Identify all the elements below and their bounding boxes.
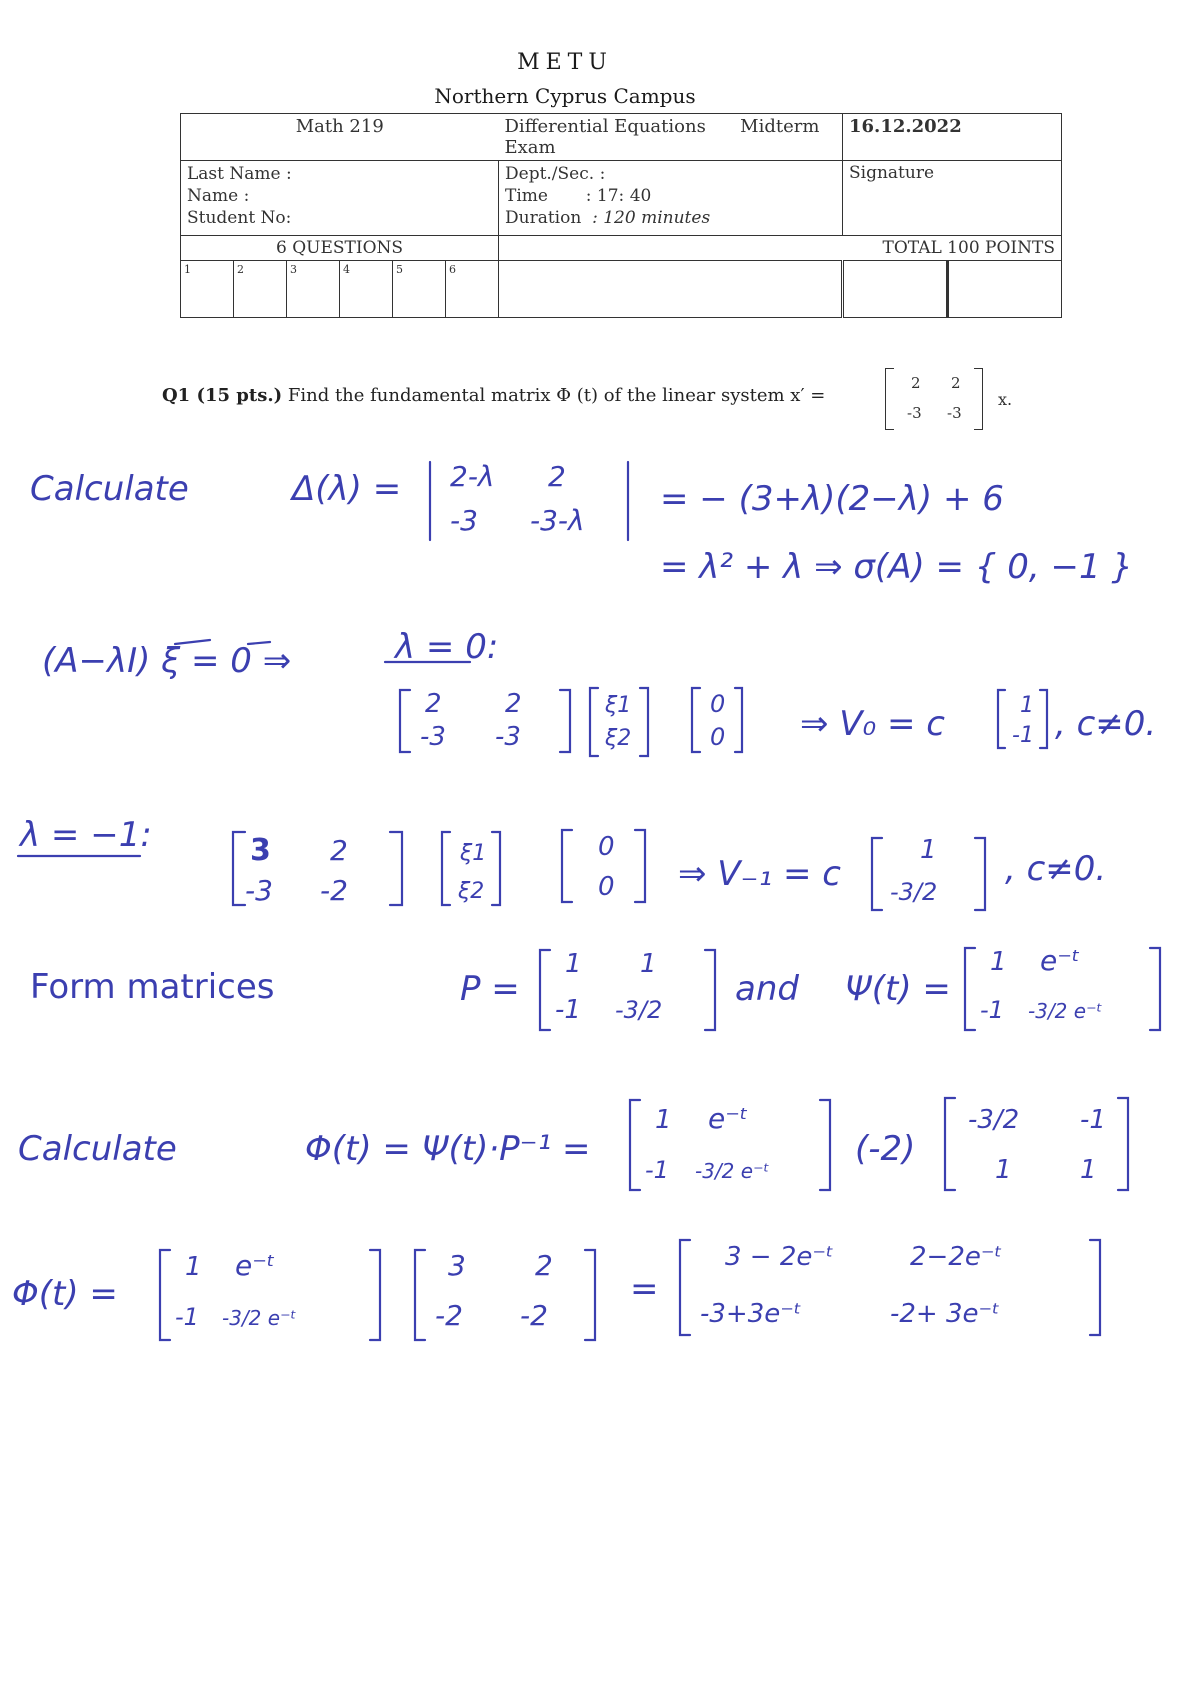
psi3-a22: -3/2 e⁻ᵗ	[222, 1306, 297, 1330]
and-label: and	[735, 969, 799, 1009]
v1-result: ⇒ V₋₁ = c	[678, 854, 841, 894]
delta-label: Δ(λ) =	[292, 469, 402, 509]
score-box-2: 2	[234, 261, 287, 318]
v1-vec2: -3/2	[890, 878, 938, 906]
time-value: : 17: 40	[585, 186, 652, 206]
p-a12: 1	[640, 949, 657, 979]
score-box-6: 6	[446, 261, 499, 318]
v1-a12: 2	[330, 834, 348, 867]
psi-a22: -3/2 e⁻ᵗ	[1028, 999, 1103, 1023]
v0-a21: -3	[420, 722, 446, 752]
score-box-4: 4	[340, 261, 393, 318]
v0-xi1: ξ1	[605, 693, 632, 718]
sys-a21: -3	[907, 404, 922, 422]
p-a11: 1	[565, 949, 582, 979]
v1-vec1: 1	[920, 835, 937, 865]
p-a22: -3/2	[615, 996, 663, 1024]
name-label: Name :	[187, 186, 250, 206]
calculate-label: Calculate	[30, 469, 189, 509]
det-a11: 2-λ	[450, 460, 495, 493]
minus-two-factor: (-2)	[855, 1129, 916, 1169]
v0-result: ⇒ V₀ = c	[800, 704, 945, 744]
subject: Differential Equations	[504, 116, 706, 137]
psi3-a12: e⁻ᵗ	[235, 1249, 276, 1282]
det-a12: 2	[548, 460, 566, 493]
p-label: P =	[460, 969, 520, 1009]
psi2-a22: -3/2 e⁻ᵗ	[695, 1159, 770, 1183]
v1-zero1: 0	[598, 832, 615, 862]
det-expansion: = − (3+λ)(2−λ) + 6	[660, 479, 1004, 519]
v0-vec1: 1	[1020, 693, 1034, 718]
phi-equation: Φ(t) = Ψ(t)·P⁻¹ =	[305, 1129, 591, 1169]
psi3-a11: 1	[185, 1252, 202, 1282]
total-points: TOTAL 100 POINTS	[499, 236, 1062, 261]
m-a22: -2	[520, 1299, 548, 1332]
v0-a22: -3	[495, 722, 521, 752]
lambda-minus1-label: λ = −1:	[20, 815, 152, 855]
m-a12: 2	[535, 1249, 553, 1282]
eigen-equation: (A−λI) ξ = 0 ⇒	[42, 641, 292, 681]
v0-a11: 2	[425, 689, 442, 719]
pinv-a11: -3/2	[968, 1105, 1020, 1135]
score-box-3: 3	[287, 261, 340, 318]
form-matrices-label: Form matrices	[30, 967, 275, 1007]
v1-xi1: ξ1	[460, 841, 487, 866]
question-label: Q1 (15 pts.)	[162, 385, 283, 406]
student-no-label: Student No:	[187, 208, 292, 228]
exam-type: Midterm Exam	[504, 116, 820, 158]
duration-label: Duration	[505, 208, 582, 228]
pinv-a12: -1	[1080, 1105, 1106, 1135]
v0-cnot0: , c≠0.	[1055, 704, 1157, 744]
final-a21: -3+3e⁻ᵗ	[700, 1299, 802, 1329]
psi-a12: e⁻ᵗ	[1040, 944, 1081, 977]
v0-zero2: 0	[710, 723, 726, 751]
v1-a21: -3	[245, 874, 273, 907]
final-a12: 2−2e⁻ᵗ	[910, 1242, 1003, 1272]
time-label: Time	[505, 186, 548, 206]
v1-a22: -2	[320, 874, 348, 907]
v0-vec2: -1	[1012, 723, 1034, 748]
phi-label: Φ(t) =	[12, 1274, 118, 1314]
pinv-a21: 1	[995, 1155, 1012, 1185]
final-a22: -2+ 3e⁻ᵗ	[890, 1299, 1000, 1329]
v1-xi2: ξ2	[458, 879, 485, 904]
psi-label: Ψ(t) =	[845, 969, 951, 1009]
dept-sec-label: Dept./Sec. :	[505, 164, 606, 184]
sys-a22: -3	[947, 404, 962, 422]
v0-xi2: ξ2	[605, 726, 632, 751]
signature-label: Signature	[843, 161, 1062, 236]
course-code: Math 219	[181, 114, 499, 161]
v0-a12: 2	[505, 689, 522, 719]
v0-zero1: 0	[710, 690, 726, 718]
sys-a12: 2	[951, 374, 961, 392]
psi2-a11: 1	[655, 1105, 672, 1135]
psi2-a21: -1	[645, 1156, 669, 1184]
v1-zero2: 0	[598, 872, 615, 902]
last-name-label: Last Name :	[187, 164, 292, 184]
sys-a11: 2	[911, 374, 921, 392]
university-title: METU	[517, 50, 613, 75]
final-a11: 3 − 2e⁻ᵗ	[725, 1242, 834, 1272]
final-equals: =	[630, 1269, 659, 1309]
calculate-label-2: Calculate	[18, 1129, 177, 1169]
char-poly: = λ² + λ ⇒ σ(A) = { 0, −1 }	[660, 547, 1134, 587]
exam-date: 16.12.2022	[843, 114, 1062, 161]
v1-a11: 3	[250, 833, 271, 868]
det-a22: -3-λ	[530, 504, 585, 537]
pinv-a22: 1	[1080, 1155, 1097, 1185]
campus-title: Northern Cyprus Campus	[434, 84, 696, 108]
det-a21: -3	[450, 504, 478, 537]
questions-count: 6 QUESTIONS	[181, 236, 499, 261]
lambda-zero-label: λ = 0:	[395, 627, 499, 667]
question-suffix: x.	[998, 390, 1013, 409]
score-box-5: 5	[393, 261, 446, 318]
question-text: Find the fundamental matrix Φ (t) of the linear system x′ =	[287, 385, 826, 406]
psi3-a21: -1	[175, 1303, 199, 1331]
p-a21: -1	[555, 995, 581, 1025]
v1-cnot0: , c≠0.	[1005, 849, 1107, 889]
psi2-a12: e⁻ᵗ	[708, 1102, 749, 1135]
m-a11: 3	[448, 1249, 466, 1282]
m-a21: -2	[435, 1299, 463, 1332]
duration-value: : 120 minutes	[592, 208, 711, 228]
psi-a21: -1	[980, 996, 1004, 1024]
psi-a11: 1	[990, 947, 1007, 977]
score-box-1: 1	[181, 261, 234, 318]
